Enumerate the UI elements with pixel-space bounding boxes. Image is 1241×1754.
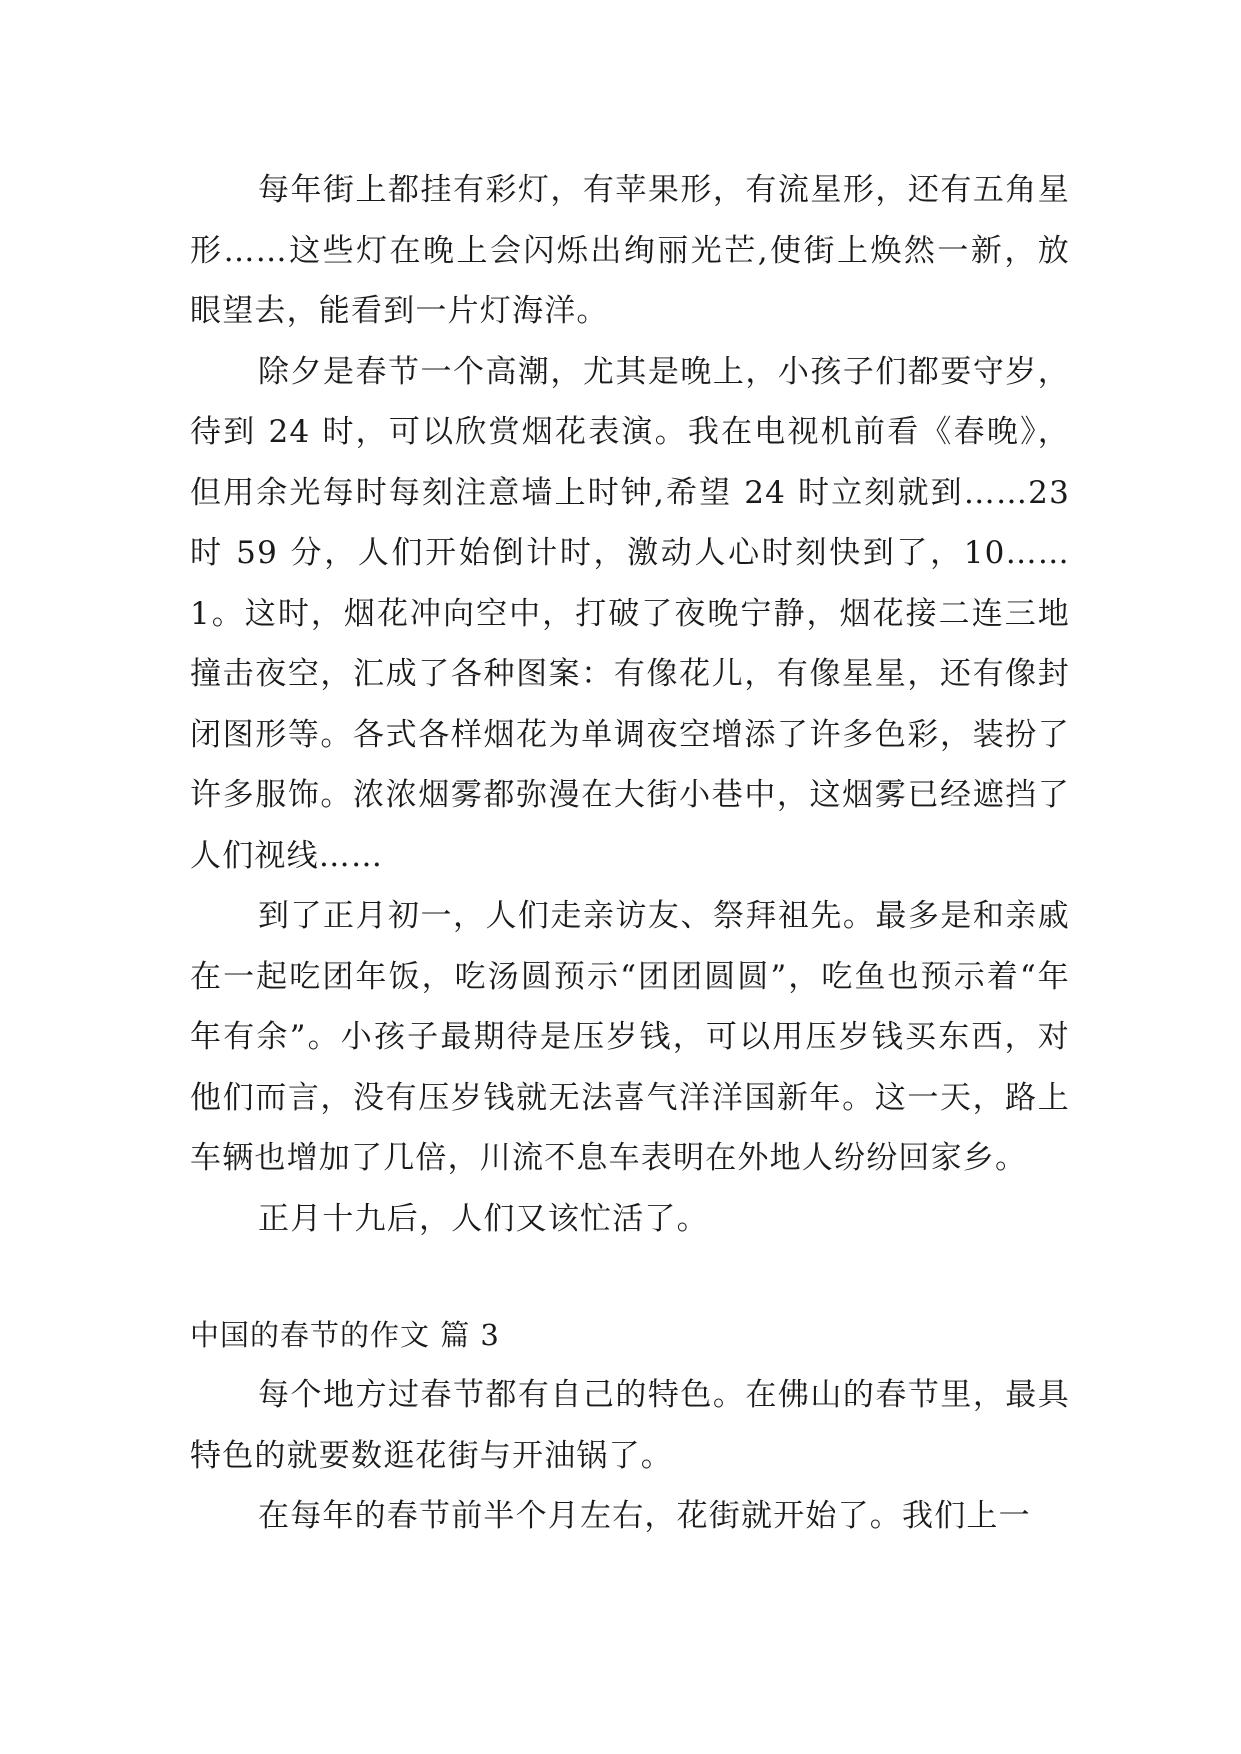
- section-spacer: [190, 1249, 1070, 1305]
- paragraph-nineteenth-day: 正月十九后，人们又该忙活了。: [258, 1200, 709, 1237]
- paragraph-foshan-features: 每个地方过春节都有自己的特色。在佛山的春节里，最具特色的就要数逛花街与开油锅了。: [190, 1377, 1070, 1474]
- paragraph-new-years-eve: 除夕是春节一个高潮，尤其是晚上，小孩子们都要守岁，待到 24 时，可以欣赏烟花表演。我在电视机前看《春晚》，但用余光每时每刻注意墙上时钟,希望 24 时立刻就到……23 时 59 分，人们开始倒计时，激动人心时刻快到了，10……1。这时，烟花冲向空中，打破了夜晚宁静，烟花接二连三地撞击夜空，汇成了各种图案：有像花儿，有像星星，还有像封闭图形等。各式各样烟花为单调夜空增添了许多色彩，装扮了许多服饰。浓浓烟雾都弥漫在大街小巷中，这烟雾已经遮挡了人们视线……: [190, 353, 1070, 874]
- section-title: 中国的春节的作文 篇 3: [190, 1318, 500, 1352]
- document-page: [190, 160, 1070, 1547]
- paragraph-first-day: 到了正月初一，人们走亲访友、祭拜祖先。最多是和亲戚在一起吃团年饭，吃汤圆预示“团团圆圆”，吃鱼也预示着“年年有余”。小孩子最期待是压岁钱，可以用压岁钱买东西，对他们而言，没有压岁钱就无法喜气洋洋国新年。这一天，路上车辆也增加了几倍，川流不息车表明在外地人纷纷回家乡。: [190, 898, 1070, 1176]
- paragraph-flower-street: 在每年的春节前半个月左右，花街就开始了。我们上一: [258, 1498, 1031, 1534]
- paragraph-lanterns: 每年街上都挂有彩灯，有苹果形，有流星形，还有五角星形……这些灯在晚上会闪烁出绚丽光芒,使街上焕然一新，放眼望去，能看到一片灯海洋。: [190, 172, 1070, 329]
